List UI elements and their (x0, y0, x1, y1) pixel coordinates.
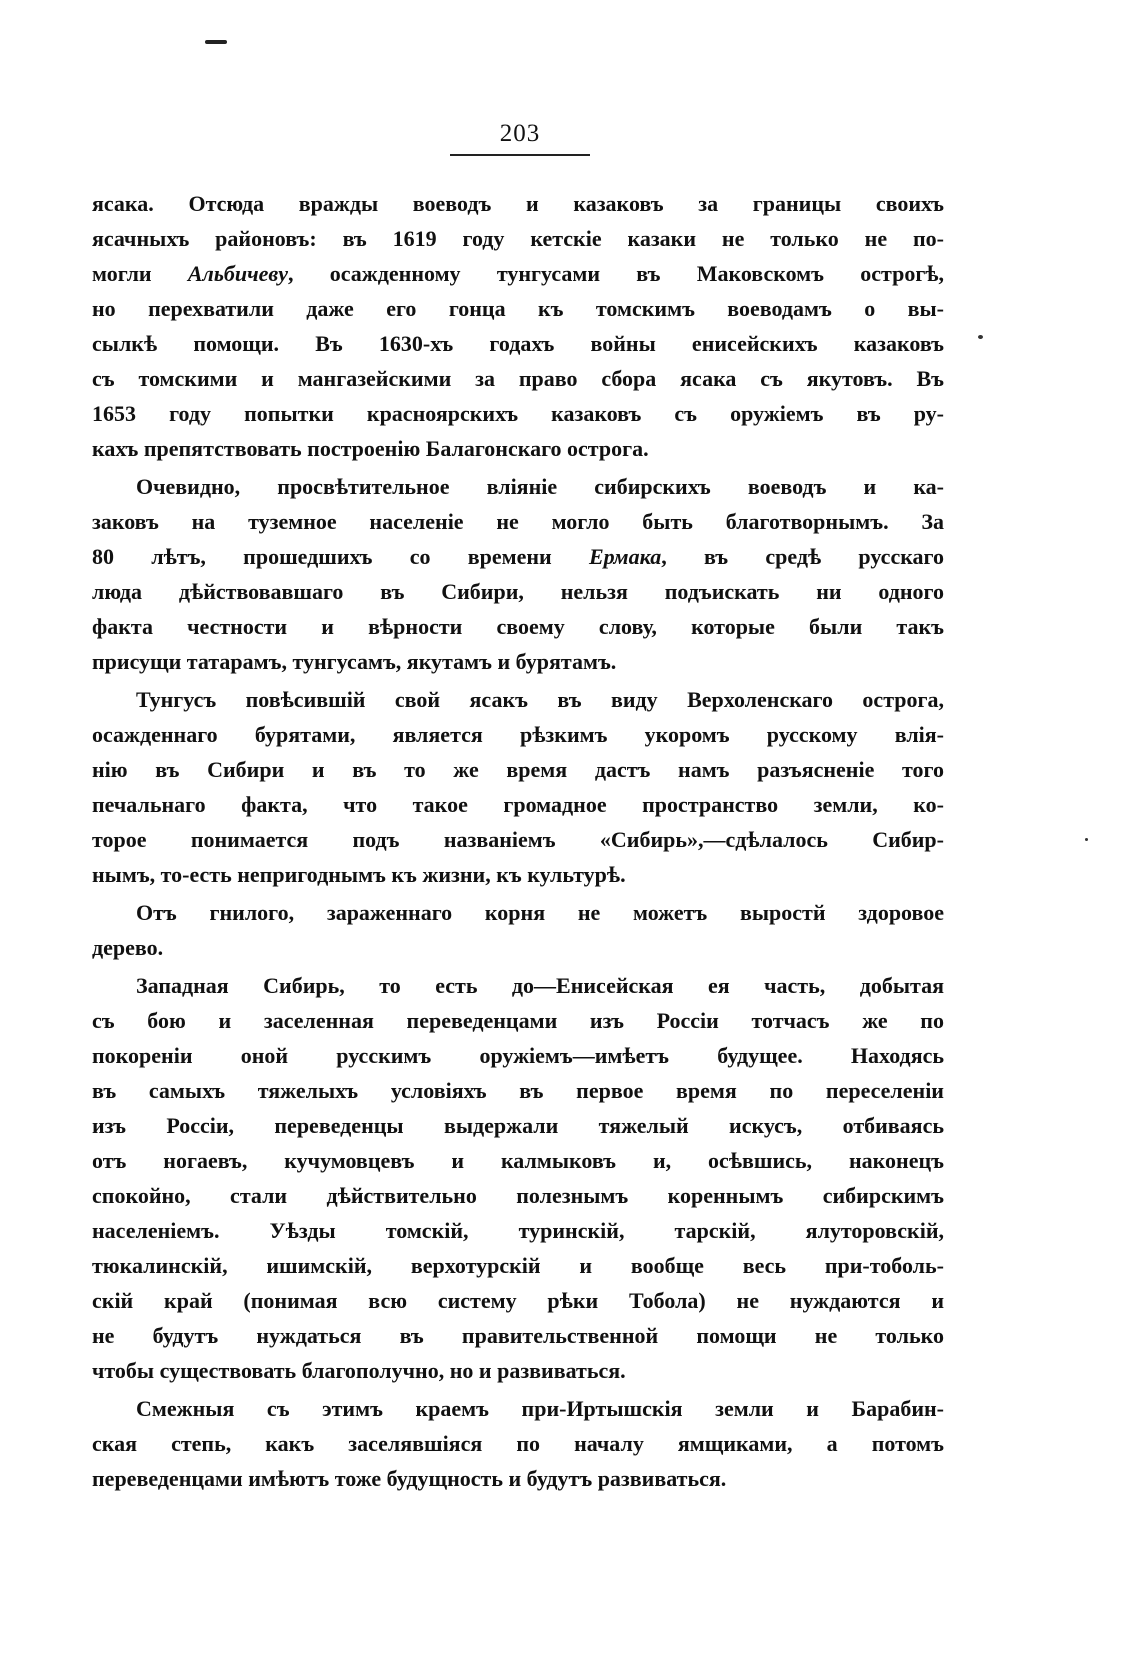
text-line: кахъ препятствовать построенію Балагонскаго острога. (92, 436, 649, 461)
text-line: ская степь, какъ заселявшіяся по началу ямщиками, а потомъ (92, 1431, 944, 1456)
body-text (92, 186, 944, 1499)
text-line: люда дѣйствовавшаго въ Сибири, нельзя подъискать ни одного (92, 579, 944, 604)
printing-mark (205, 40, 227, 44)
paragraph (92, 186, 944, 466)
text-line: переведенцами имѣютъ тоже будущность и будутъ развиваться. (92, 1466, 727, 1491)
text-line: осажденнаго бурятами, является рѣзкимъ укоромъ русскому влія- (92, 722, 944, 747)
text-line: не будутъ нуждаться въ правительственной помощи не только (92, 1323, 944, 1348)
page-number: 203 (499, 120, 541, 147)
text-line: съ бою и заселенная переведенцами изъ Россіи тотчасъ же по (92, 1008, 944, 1033)
italic-name: Ермака (588, 544, 662, 569)
paragraph (92, 469, 944, 679)
text-line: присущи татарамъ, тунгусамъ, якутамъ и бурятамъ. (92, 649, 617, 674)
paragraph (92, 682, 944, 892)
text-line: факта честности и вѣрности своему слову, которые были такъ (92, 614, 944, 639)
paragraph (92, 1391, 944, 1496)
text-line: могли Альбичеву, осажденному тунгусами въ Маковскомъ острогѣ, (92, 261, 945, 286)
text-line: 1653 году попытки красноярскихъ казаковъ съ оружіемъ въ ру- (92, 401, 944, 426)
text-line: скій край (понимая всю систему рѣки Тобола) не нуждаются и (92, 1288, 944, 1313)
text-line: нымъ, то-есть непригоднымъ къ жизни, къ культурѣ. (92, 862, 626, 887)
text-line: чтобы существовать благополучно, но и развиваться. (92, 1358, 626, 1383)
text-line: тюкалинскій, ишимскій, верхотурскій и вообще весь при-тоболь- (92, 1253, 944, 1278)
text-line: Западная Сибирь, то есть до—Енисейская ея часть, добытая (136, 973, 944, 998)
text-line: изъ Россіи, переведенцы выдержали тяжелый искусъ, отбиваясь (92, 1113, 944, 1138)
speck-mark (1085, 838, 1088, 841)
text-line: нію въ Сибири и въ то же время дастъ намъ разъясненіе того (92, 757, 944, 782)
text-line: дерево. (92, 935, 164, 960)
text-line: торое понимается подъ названіемъ «Сибирь»,—сдѣлалось Сибир- (92, 827, 944, 852)
text-line: печальнаго факта, что такое громадное пространство земли, ко- (92, 792, 944, 817)
text-line: но перехватили даже его гонца къ томскимъ воеводамъ о вы- (92, 296, 944, 321)
text-line: сылкѣ помощи. Въ 1630-хъ годахъ войны енисейскихъ казаковъ (92, 331, 944, 356)
text-line: заковъ на туземное населеніе не могло быть благотворнымъ. За (92, 509, 944, 534)
text-line: покореніи оной русскимъ оружіемъ—имѣетъ будущее. Находясь (92, 1043, 944, 1068)
text-line: населеніемъ. Уѣзды томскій, туринскій, тарскій, ялуторовскій, (92, 1218, 944, 1243)
text-line: отъ ногаевъ, кучумовцевъ и калмыковъ и, осѣвшись, наконецъ (92, 1148, 944, 1173)
text-line: Очевидно, просвѣтительное вліяніе сибирскихъ воеводъ и ка- (136, 474, 944, 499)
page-number-rule (450, 154, 590, 156)
text-line: Смежныя съ этимъ краемъ при-Иртышскія земли и Барабин- (136, 1396, 944, 1421)
text-line: съ томскими и мангазейскими за право сбора ясака съ якутовъ. Въ (92, 366, 944, 391)
text-line: въ самыхъ тяжелыхъ условіяхъ въ первое время по переселеніи (92, 1078, 944, 1103)
text-line: ясака. Отсюда вражды воеводъ и казаковъ за границы своихъ (92, 191, 944, 216)
text-line: 80 лѣтъ, прошедшихъ со времени Ермака, въ средѣ русскаго (92, 544, 944, 569)
text-line: спокойно, стали дѣйствительно полезнымъ кореннымъ сибирскимъ (92, 1183, 944, 1208)
speck-mark (978, 335, 983, 339)
text-line: Тунгусъ повѣсившій свой ясакъ въ виду Верхоленскаго острога, (136, 687, 944, 712)
italic-name: Альбичеву (187, 261, 288, 286)
text-line: Отъ гнилого, зараженнаго корня не можетъ выростй здоровое (136, 900, 944, 925)
paragraph (92, 968, 944, 1388)
paragraph (92, 895, 944, 965)
text-line: ясачныхъ районовъ: въ 1619 году кетскіе казаки не только не по- (92, 226, 944, 251)
